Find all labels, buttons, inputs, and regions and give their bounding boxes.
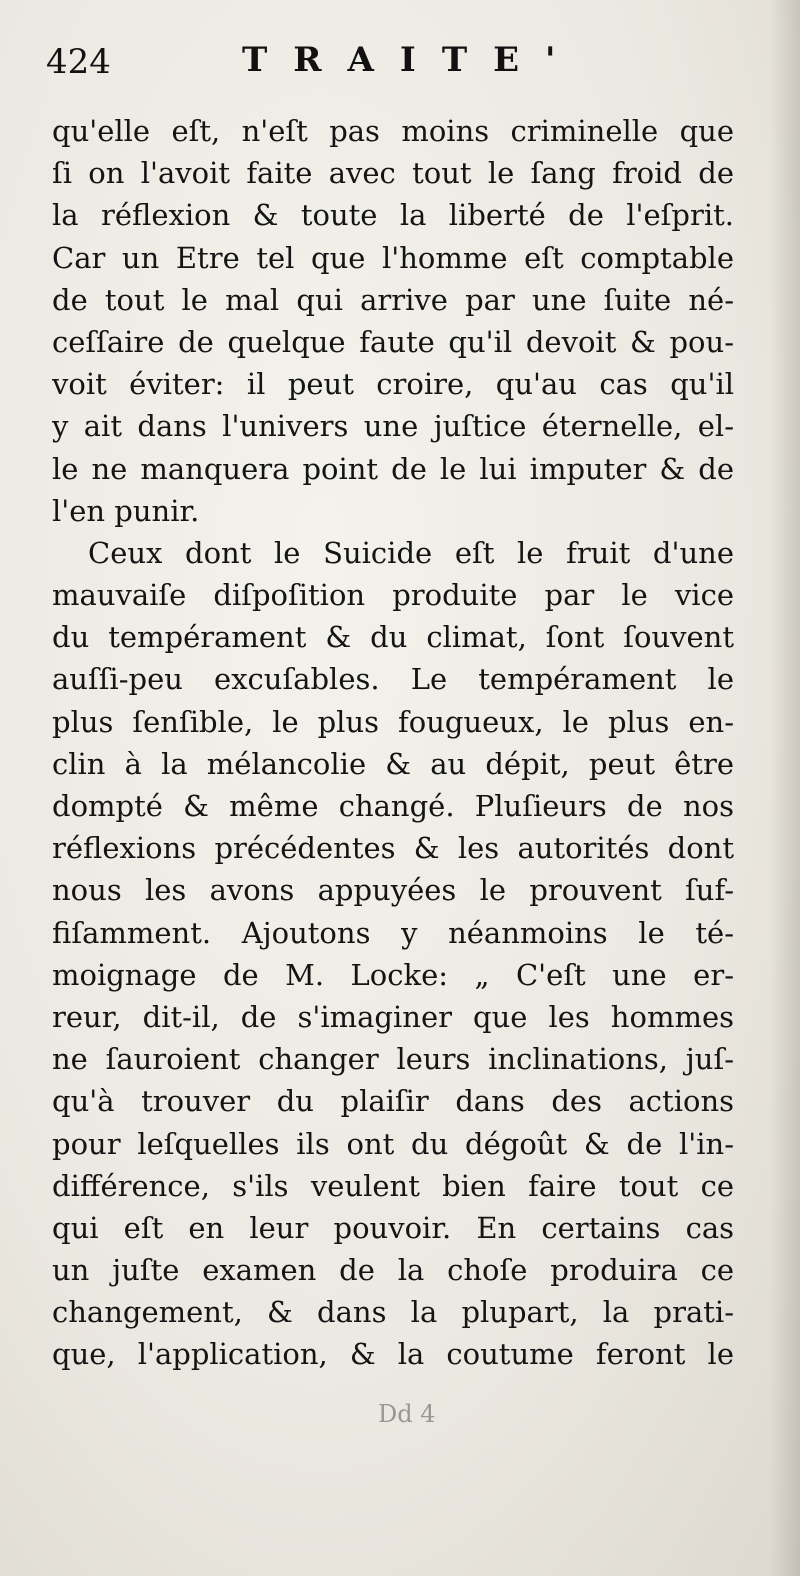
- body-text: [52, 110, 734, 1376]
- text-line: clin à la mélancolie & au dépit, peut être: [52, 746, 734, 781]
- text-line: différence, s'ils veulent bien faire tout ce: [52, 1168, 734, 1203]
- text-line: mauvaiſe diſpoſition produite par le vice: [52, 578, 734, 613]
- text-line: pour leſquelles ils ont du dégoût & de l'in-: [52, 1126, 734, 1161]
- text-line: ſi on l'avoit faite avec tout le ſang froid de: [52, 156, 734, 191]
- text-line: dompté & même changé. Pluſieurs de nos: [52, 789, 734, 823]
- text-line: de tout le mal qui arrive par une ſuite né-: [52, 282, 734, 317]
- text-line: auſſi-peu excuſables. Le tempérament le: [52, 662, 734, 697]
- text-line: voit éviter: il peut croire, qu'au cas qu'il: [52, 367, 734, 402]
- text-line: plus ſenſible, le plus fougueux, le plus en-: [52, 704, 734, 739]
- text-line: l'en punir.: [52, 493, 200, 528]
- text-line: qu'elle eſt, n'eſt pas moins criminelle que: [52, 114, 734, 148]
- page-number: 424: [46, 42, 111, 82]
- text-line: changement, & dans la plupart, la prati-: [52, 1295, 734, 1330]
- text-line: ne ſauroient changer leurs inclinations, juſ-: [52, 1042, 734, 1077]
- page-gutter-shadow: [770, 0, 800, 1576]
- paragraph: [52, 532, 734, 1376]
- text-line: qu'à trouver du plaiſir dans des actions: [52, 1084, 734, 1119]
- text-line: réflexions précédentes & les autorités dont: [52, 831, 734, 866]
- text-line: y ait dans l'univers une juſtice éternelle, el-: [52, 409, 734, 444]
- page-header: [46, 38, 746, 94]
- running-head: TRAITE': [242, 40, 582, 80]
- text-line: du tempérament & du climat, ſont ſouvent: [52, 620, 734, 655]
- paragraph: [52, 110, 734, 532]
- text-line: fiſamment. Ajoutons y néanmoins le té-: [52, 915, 734, 950]
- text-line: un juſte examen de la choſe produira ce: [52, 1253, 734, 1288]
- text-line: moignage de M. Locke: „ C'eſt une er-: [52, 957, 734, 992]
- text-line: qui eſt en leur pouvoir. En certains cas: [52, 1210, 734, 1245]
- text-line: ceſſaire de quelque faute qu'il devoit & pou-: [52, 324, 734, 359]
- text-line: la réflexion & toute la liberté de l'eſprit.: [52, 198, 734, 233]
- text-line: Car un Etre tel que l'homme eſt comptable: [52, 240, 734, 275]
- text-line: que, l'application, & la coutume feront le: [52, 1337, 734, 1372]
- text-line: le ne manquera point de le lui imputer & de: [52, 451, 734, 486]
- text-line: Ceux dont le Suicide eſt le fruit d'une: [88, 535, 734, 570]
- signature-mark: Dd 4: [378, 1400, 436, 1428]
- text-line: nous les avons appuyées le prouvent ſuf-: [52, 873, 734, 908]
- text-line: reur, dit-il, de s'imaginer que les hommes: [52, 999, 734, 1034]
